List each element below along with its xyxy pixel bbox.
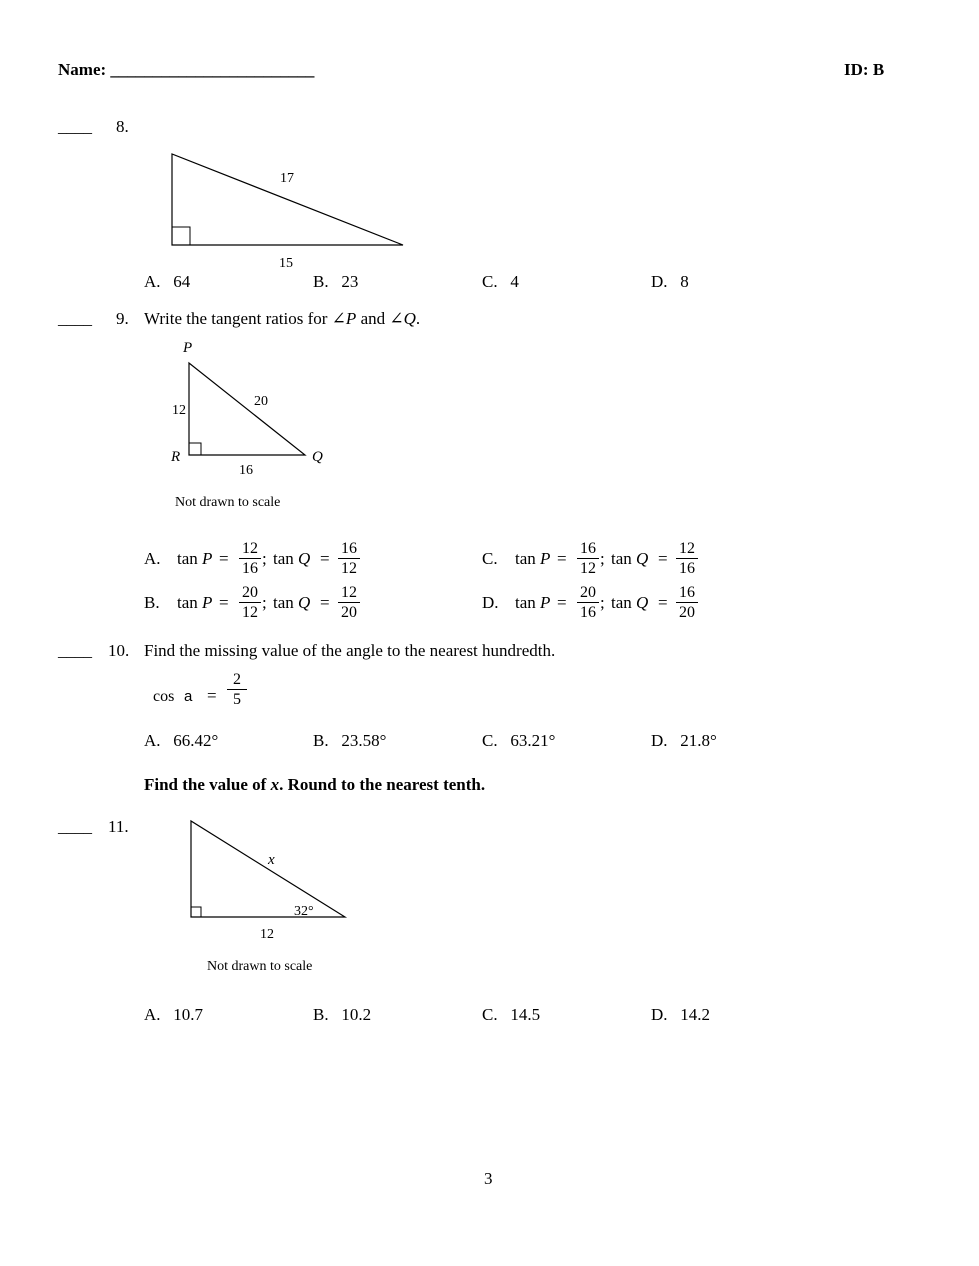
q8-right-angle-mark <box>172 227 190 245</box>
q10-cos: cos <box>153 688 175 705</box>
q11-triangle <box>191 821 345 917</box>
q11-note: Not drawn to scale <box>207 959 313 974</box>
q11-choice-c[interactable]: C. 14.5 <box>482 1005 541 1024</box>
q9-vertex-r: R <box>171 449 181 465</box>
answer-blank-q10[interactable]: ____ <box>58 641 92 660</box>
name-line[interactable]: ________________________ <box>110 60 315 79</box>
q11-number: 11. <box>108 817 129 836</box>
q8-choice-b[interactable]: B. 23 <box>313 272 359 291</box>
q9-side-pq: 20 <box>254 394 268 409</box>
q8-number: 8. <box>116 117 129 136</box>
q9-number: 9. <box>116 309 129 328</box>
q11-angle-label: 32° <box>294 904 314 919</box>
q9-vertex-q: Q <box>312 449 323 465</box>
q11-right-angle-mark <box>191 907 201 917</box>
q8-choice-a[interactable]: A. 64 <box>144 272 191 291</box>
answer-blank-q11[interactable]: ____ <box>58 817 92 836</box>
q11-base-label: 12 <box>260 927 274 942</box>
q10-choice-c[interactable]: C. 63.21° <box>482 731 556 750</box>
q8-triangle <box>172 154 403 245</box>
id-value: B <box>872 60 885 79</box>
page-number: 3 <box>484 1169 493 1188</box>
q10-choice-b[interactable]: B. 23.58° <box>313 731 387 750</box>
q10-number: 10. <box>108 641 130 660</box>
q10-choice-d[interactable]: D. 21.8° <box>651 731 717 750</box>
q11-choice-a[interactable]: A. 10.7 <box>144 1005 204 1024</box>
fraction: 12 16 <box>674 539 700 578</box>
id-label: ID: B <box>844 60 885 79</box>
q10-choice-a[interactable]: A. 66.42° <box>144 731 219 750</box>
q9-prompt: Write the tangent ratios for ∠P and ∠Q. <box>144 309 421 328</box>
fraction: 16 12 <box>336 539 362 578</box>
name-label: Name: ________________________ <box>58 60 315 79</box>
q10-fraction: 2 5 <box>225 670 249 709</box>
answer-blank-q9[interactable]: ____ <box>58 309 92 328</box>
q11-choice-d[interactable]: D. 14.2 <box>651 1005 711 1024</box>
q8-hyp-label: 17 <box>280 171 294 186</box>
fraction: 16 12 <box>575 539 601 578</box>
q8-triangle-figure <box>160 145 420 275</box>
fraction: 12 20 <box>336 583 362 622</box>
fraction: 20 12 <box>237 583 263 622</box>
q11-triangle-figure <box>180 812 370 982</box>
answer-blank-q8[interactable]: ____ <box>58 117 92 136</box>
q9-note: Not drawn to scale <box>175 495 281 510</box>
q9-side-pr: 12 <box>172 403 186 418</box>
q9-right-angle-mark <box>189 443 201 455</box>
section-instruction: Find the value of x. Round to the nearest tenth. <box>144 775 486 794</box>
q8-choice-d[interactable]: D. 8 <box>651 272 689 291</box>
q8-choice-c[interactable]: C. 4 <box>482 272 519 291</box>
q9-triangle-figure <box>160 335 340 515</box>
q11-x-label: x <box>268 852 275 868</box>
q8-base-label: 15 <box>279 256 293 271</box>
fraction: 20 16 <box>575 583 601 622</box>
q10-prompt: Find the missing value of the angle to the nearest hundredth. <box>144 641 556 660</box>
q9-triangle <box>189 363 305 455</box>
q10-var: a <box>184 688 193 705</box>
fraction: 16 20 <box>674 583 700 622</box>
q9-side-rq: 16 <box>239 463 253 478</box>
q10-eq: = <box>207 686 217 705</box>
fraction: 12 16 <box>237 539 263 578</box>
q11-choice-b[interactable]: B. 10.2 <box>313 1005 372 1024</box>
q9-vertex-p: P <box>183 340 193 356</box>
